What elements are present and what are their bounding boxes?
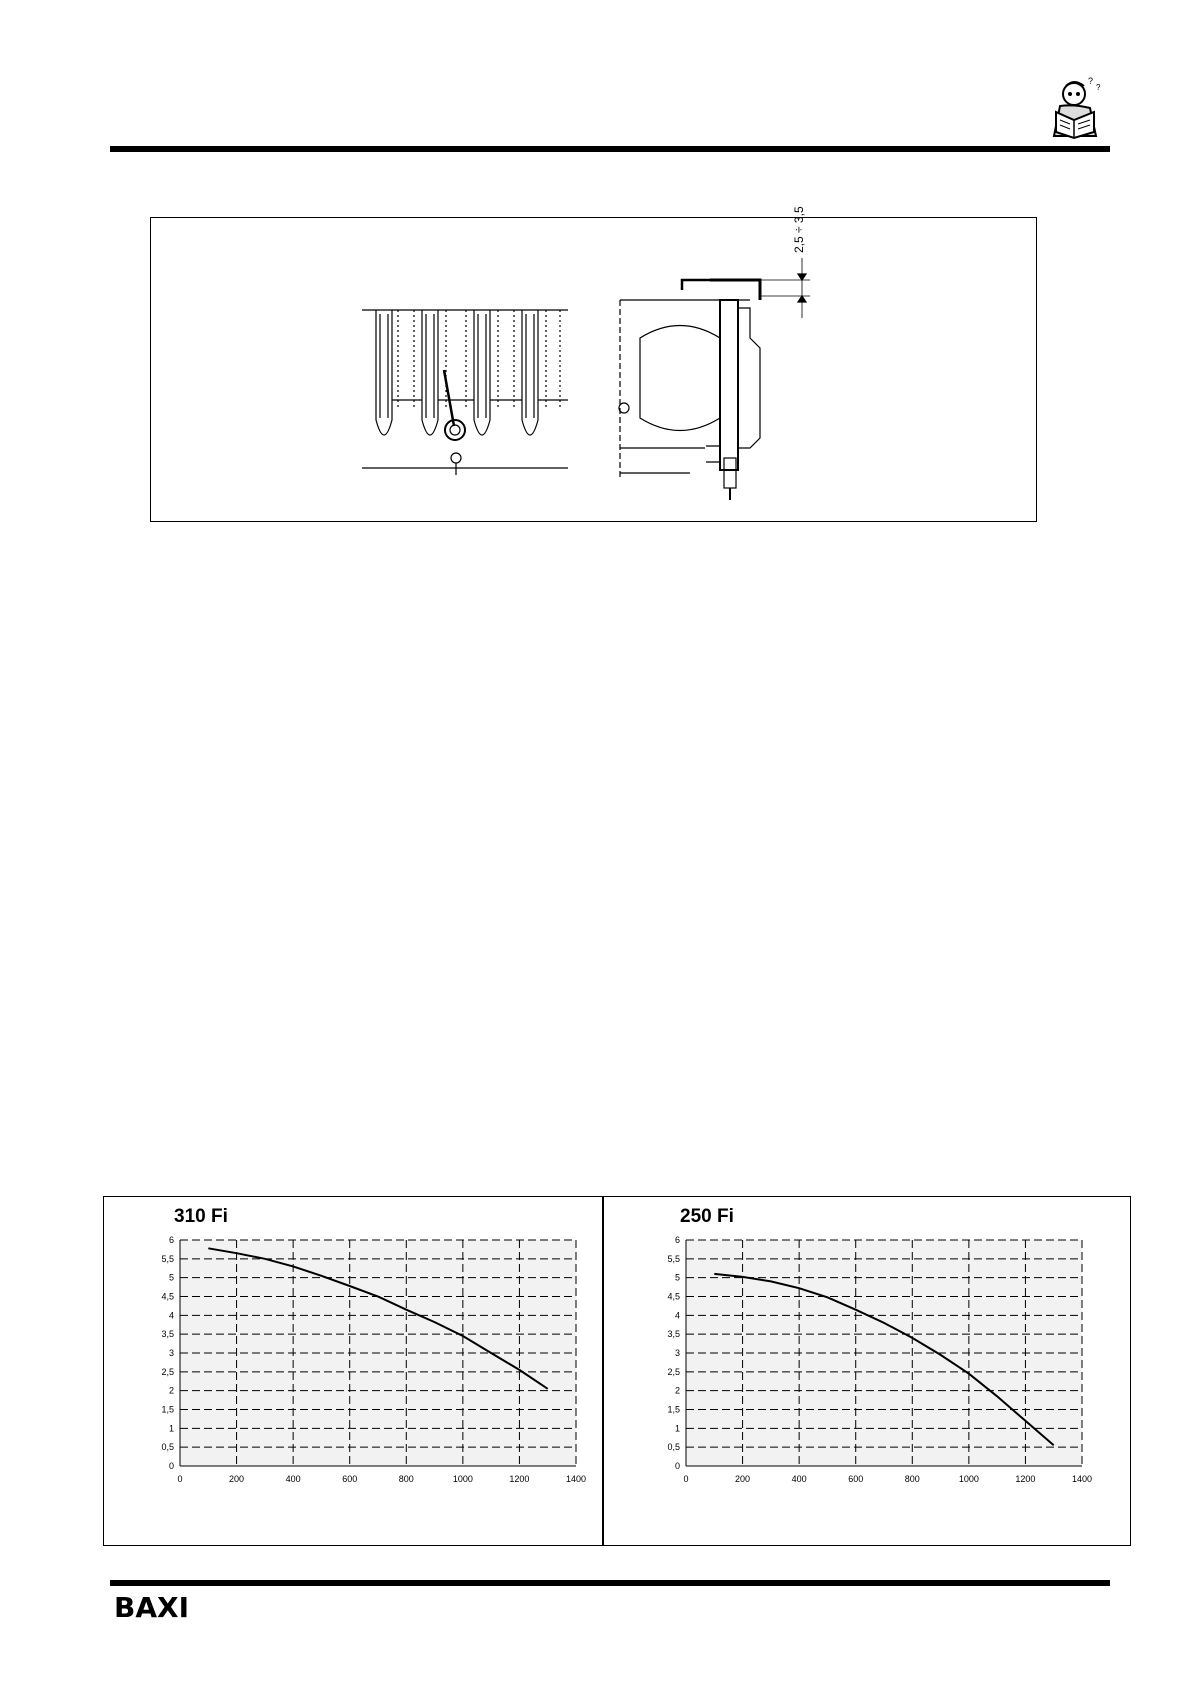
y-tick-label: 3 <box>674 1348 680 1358</box>
x-tick-label: 800 <box>904 1474 920 1484</box>
y-tick-label: 6 <box>168 1235 174 1245</box>
svg-text:?: ? <box>1088 76 1094 86</box>
svg-text:?: ? <box>1096 83 1101 92</box>
y-tick-label: 1 <box>168 1423 174 1434</box>
x-tick-label: 1000 <box>958 1474 979 1484</box>
y-tick-label: 3,5 <box>667 1329 680 1340</box>
charts-divider <box>602 1196 604 1546</box>
y-tick-label: 6 <box>674 1235 680 1245</box>
y-tick-label: 2,5 <box>667 1366 680 1377</box>
chart-250fi <box>646 1235 1096 1505</box>
y-tick-label: 2 <box>674 1385 680 1396</box>
x-tick-label: 0 <box>177 1474 183 1484</box>
x-tick-label: 200 <box>229 1474 245 1484</box>
footer-rule <box>110 1580 1110 1586</box>
y-tick-label: 1,5 <box>161 1404 174 1415</box>
y-tick-label: 1 <box>674 1423 680 1434</box>
y-tick-label: 1,5 <box>667 1404 680 1415</box>
y-tick-label: 2 <box>168 1385 174 1396</box>
reading-man-icon <box>1040 76 1110 142</box>
x-tick-label: 1400 <box>1071 1474 1093 1484</box>
x-tick-label: 600 <box>342 1474 358 1484</box>
y-tick-label: 5,5 <box>161 1253 174 1264</box>
x-tick-label: 400 <box>285 1474 301 1484</box>
y-tick-label: 2,5 <box>161 1366 174 1377</box>
y-tick-label: 3,5 <box>161 1329 174 1340</box>
y-tick-label: 5,5 <box>667 1253 680 1264</box>
y-tick-label: 5 <box>674 1272 680 1283</box>
x-tick-label: 1200 <box>1015 1474 1036 1484</box>
y-tick-label: 0 <box>168 1461 174 1471</box>
x-tick-label: 1400 <box>565 1474 587 1484</box>
y-tick-label: 4,5 <box>161 1291 174 1302</box>
chart-title-310fi: 310 Fi <box>174 1206 228 1227</box>
electrode-figure-frame <box>150 217 1037 522</box>
x-tick-label: 1000 <box>452 1474 473 1484</box>
baxi-logo: BAXI <box>114 1591 190 1624</box>
header-rule <box>110 146 1110 152</box>
x-tick-label: 400 <box>791 1474 807 1484</box>
y-tick-label: 0,5 <box>161 1442 174 1453</box>
y-tick-label: 0 <box>674 1461 680 1471</box>
x-tick-label: 200 <box>735 1474 751 1484</box>
x-tick-label: 800 <box>398 1474 414 1484</box>
x-tick-label: 600 <box>848 1474 864 1484</box>
y-tick-label: 0,5 <box>667 1442 680 1453</box>
y-tick-label: 4,5 <box>667 1291 680 1302</box>
y-tick-label: 4 <box>674 1310 680 1321</box>
electrode-section-drawing <box>610 218 860 508</box>
gap-dimension-label: 2,5 ÷ 3,5 <box>792 206 806 253</box>
y-tick-label: 5 <box>168 1272 174 1283</box>
chart-title-250fi: 250 Fi <box>680 1206 734 1227</box>
y-tick-label: 3 <box>168 1348 174 1358</box>
x-tick-label: 1200 <box>509 1474 530 1484</box>
y-tick-label: 4 <box>168 1310 174 1321</box>
chart-310fi <box>140 1235 590 1505</box>
burner-ramps-drawing <box>362 300 568 475</box>
x-tick-label: 0 <box>683 1474 689 1484</box>
